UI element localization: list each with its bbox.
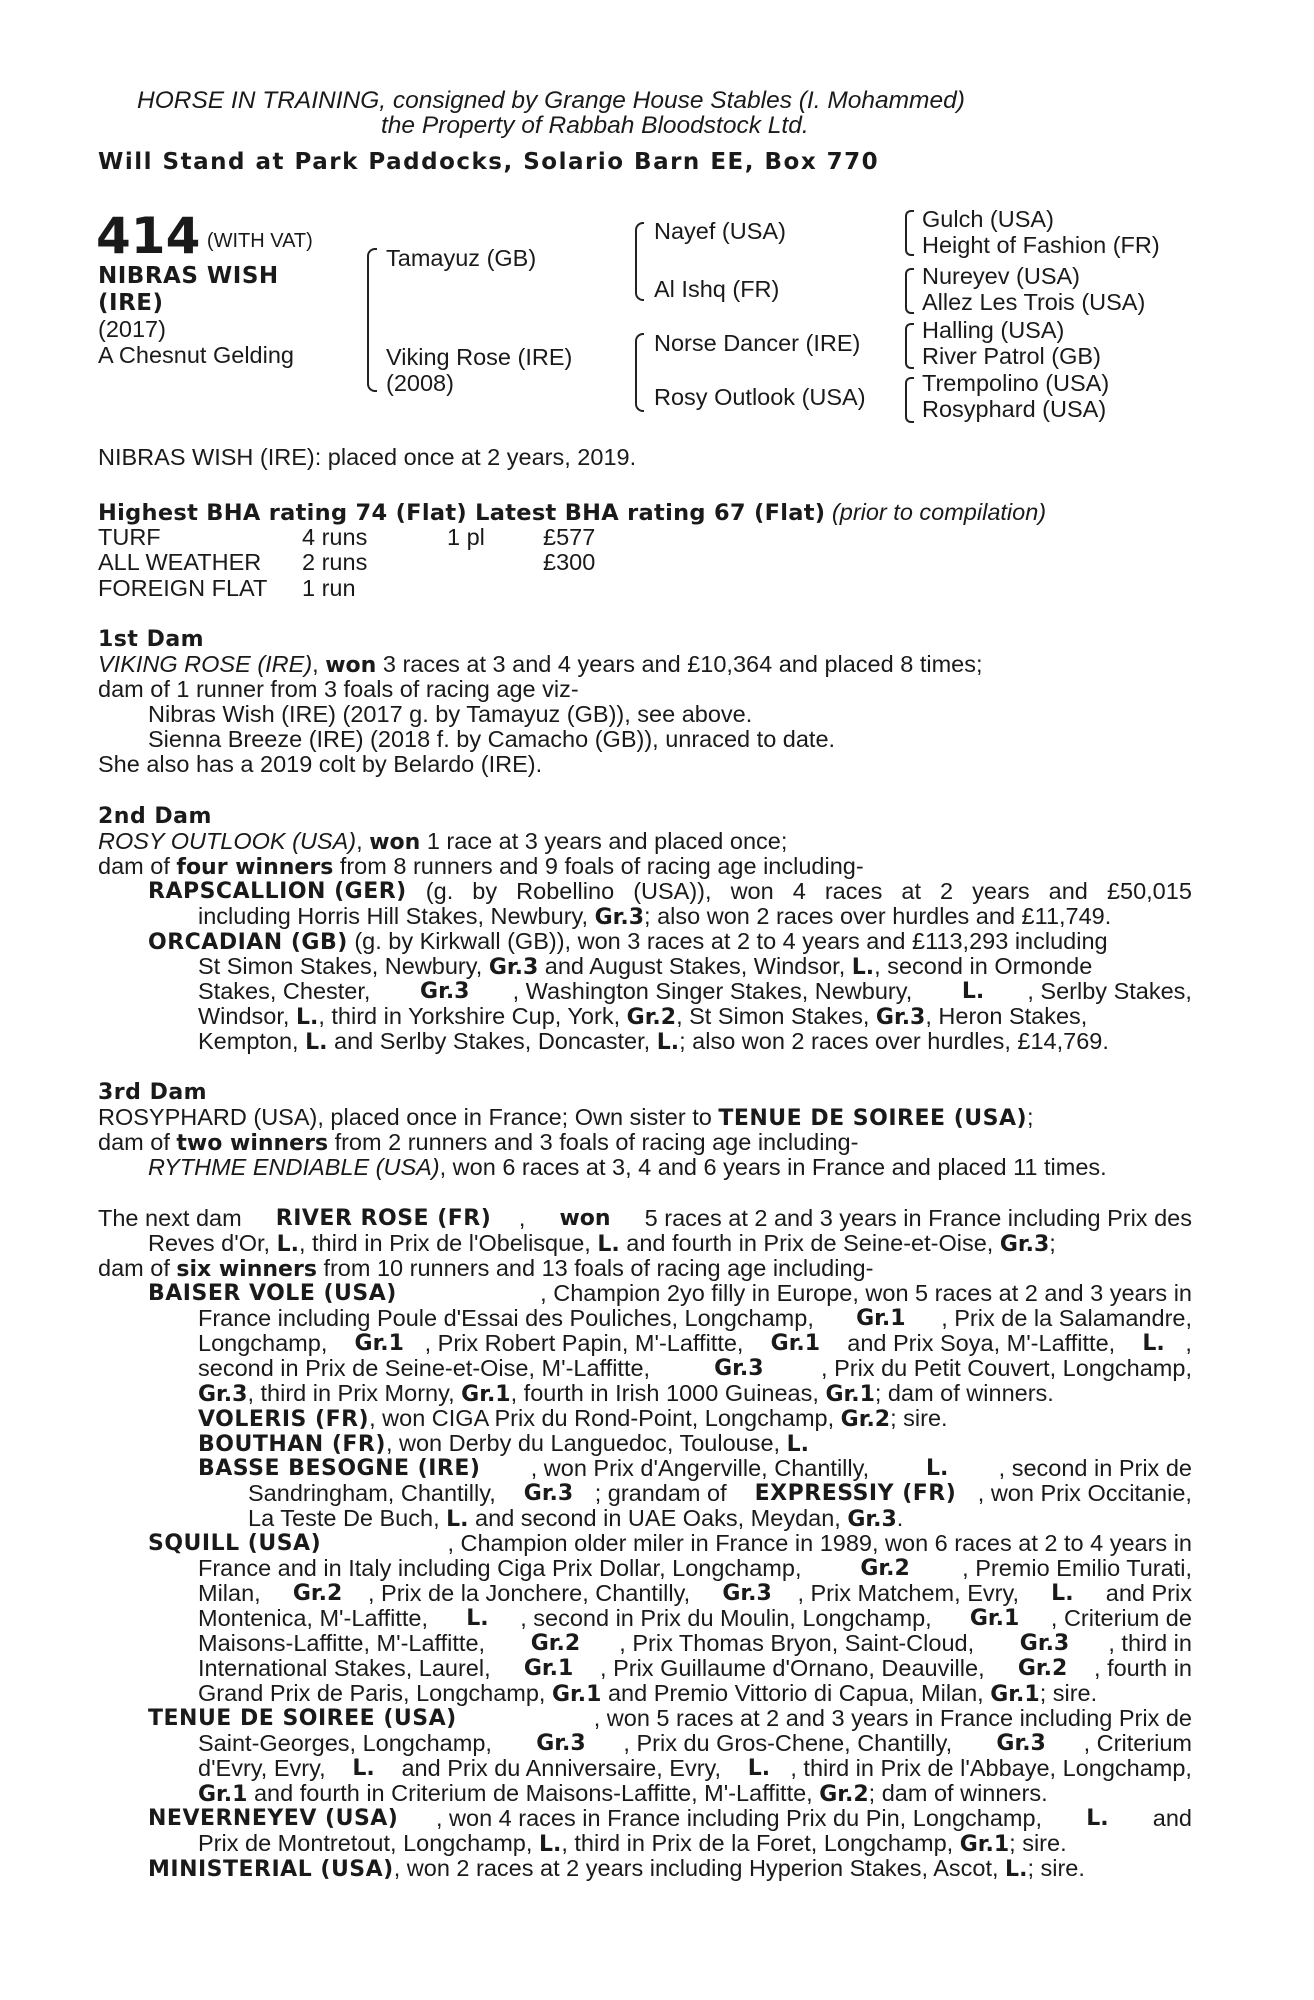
nextdam-line-2 bbox=[148, 1231, 1056, 1257]
ratings-runs: 4 runs bbox=[302, 524, 368, 550]
dam2-line-2 bbox=[98, 854, 864, 880]
text: St Simon Stakes, Newbury, bbox=[198, 953, 489, 979]
baiser-vole-line-5 bbox=[198, 1381, 1054, 1407]
bouthan-line bbox=[198, 1431, 809, 1457]
rythme-name: RYTHME ENDIABLE (USA) bbox=[148, 1154, 440, 1180]
listed: L. bbox=[1051, 1581, 1074, 1606]
neverneyev-line-1 bbox=[148, 1806, 1192, 1831]
tenue-line-1 bbox=[148, 1706, 1192, 1731]
grade: Gr.3 bbox=[198, 1382, 248, 1407]
dam1-line-3: Nibras Wish (IRE) (2017 g. by Tamayuz (GB)), see above. bbox=[148, 701, 753, 727]
text: dam of bbox=[98, 1255, 177, 1281]
text: , Champion 2yo filly in Europe, won 5 races at 2 and 3 years in bbox=[540, 1280, 1192, 1306]
dam3-heading: 3rd Dam bbox=[98, 1080, 208, 1105]
header-line-2: the Property of Rabbah Bloodstock Ltd. bbox=[381, 112, 809, 139]
tenue-name: TENUE DE SOIREE (USA) bbox=[148, 1706, 457, 1731]
orcadian-line-5 bbox=[198, 1029, 1109, 1055]
squill-line-4 bbox=[198, 1606, 1192, 1631]
grade: Gr.2 bbox=[819, 1782, 869, 1807]
pedigree-ss: Nayef (USA) bbox=[654, 218, 786, 244]
pedigree-dam-year: (2008) bbox=[386, 370, 454, 396]
neverneyev-line-2 bbox=[198, 1831, 1067, 1857]
pedigree-dam: Viking Rose (IRE) bbox=[386, 344, 573, 370]
text: from 10 runners and 13 foals of racing age including- bbox=[316, 1255, 874, 1281]
w: won bbox=[730, 878, 774, 904]
ratings-note: (prior to compilation) bbox=[831, 499, 1047, 525]
text: , won Prix Occitanie, bbox=[977, 1480, 1192, 1506]
text: dam of bbox=[98, 1129, 177, 1155]
pedigree-ds: Norse Dancer (IRE) bbox=[654, 330, 861, 356]
w: (USA)), bbox=[633, 878, 712, 904]
grade: Gr.1 bbox=[551, 1682, 602, 1707]
horse-description: A Chesnut Gelding bbox=[98, 342, 294, 368]
orcadian-line-4 bbox=[198, 1004, 1087, 1030]
ratings-placed: 1 pl bbox=[447, 524, 485, 550]
listed: L. bbox=[538, 1832, 562, 1857]
listed: L. bbox=[656, 1030, 680, 1055]
grade: Gr.3 bbox=[875, 1005, 926, 1030]
text: France including Poule d'Essai des Pouliches, Longchamp, bbox=[198, 1305, 821, 1331]
text: Kempton, bbox=[198, 1028, 306, 1054]
squill-line-6 bbox=[198, 1656, 1192, 1681]
text: ; bbox=[1027, 1104, 1034, 1130]
squill-line-3 bbox=[198, 1581, 1192, 1606]
orcadian-line-3 bbox=[198, 979, 1192, 1004]
pedigree-bracket-2 bbox=[635, 222, 644, 301]
won: won bbox=[559, 1206, 611, 1231]
text: , Prix Matchem, Evry, bbox=[797, 1580, 1026, 1606]
text: ; sire. bbox=[1039, 1680, 1098, 1706]
text: including Horris Hill Stakes, Newbury, bbox=[198, 903, 595, 929]
text: ; grandam of bbox=[594, 1480, 734, 1506]
w: Robellino bbox=[516, 878, 615, 904]
text: , Criterium de bbox=[1050, 1605, 1192, 1631]
basse-besogne-line-2 bbox=[248, 1481, 1192, 1506]
dam2-line-1: ROSY OUTLOOK (USA), won 1 race at 3 years and placed once; bbox=[98, 828, 788, 855]
dam3-winners-count: two winners bbox=[176, 1131, 329, 1156]
listed: L. bbox=[276, 1232, 299, 1257]
text: Milan, bbox=[198, 1580, 268, 1606]
vat-label: (WITH VAT) bbox=[206, 230, 313, 252]
text: and Serlby Stakes, Doncaster, bbox=[327, 1028, 657, 1054]
w: 4 bbox=[792, 878, 806, 904]
baiser-vole-name: BAISER VOLE (USA) bbox=[148, 1281, 397, 1306]
grade: Gr.2 bbox=[840, 1407, 891, 1432]
text: (g. by Kirkwall (GB)), won 3 races at 2 to 4 years and £113,293 including bbox=[347, 928, 1108, 954]
listed: L. bbox=[851, 955, 875, 980]
ratings-type: FOREIGN FLAT bbox=[98, 575, 268, 601]
squill-line-2 bbox=[198, 1556, 1192, 1581]
grade: Gr.3 bbox=[714, 1356, 764, 1381]
nextdam-line-3 bbox=[98, 1256, 873, 1282]
river-rose-name: RIVER ROSE (FR) bbox=[275, 1206, 492, 1231]
text: second in Prix de Seine-et-Oise, M'-Laffitte, bbox=[198, 1355, 657, 1381]
dam2-name: ROSY OUTLOOK (USA) bbox=[98, 828, 357, 854]
dam1-line-1: VIKING ROSE (IRE), won 3 races at 3 and 4 years and £10,364 and placed 8 times; bbox=[98, 651, 983, 678]
lot-number-line bbox=[96, 207, 313, 265]
text: , Premio Emilio Turati, bbox=[962, 1555, 1192, 1581]
ratings-runs: 1 run bbox=[302, 575, 356, 601]
pedigree-bracket-7 bbox=[905, 377, 914, 423]
pedigree-sds: Nureyev (USA) bbox=[922, 263, 1081, 289]
text: Montenica, M'-Laffitte, bbox=[198, 1605, 435, 1631]
horse-year: (2017) bbox=[98, 316, 166, 342]
ministerial-line bbox=[148, 1856, 1085, 1882]
text: The next dam bbox=[98, 1205, 249, 1231]
text: Maisons-Laffitte, M'-Laffitte, bbox=[198, 1630, 492, 1656]
orcadian-line-1 bbox=[148, 929, 1108, 955]
text: from 2 runners and 3 foals of racing age including- bbox=[328, 1129, 859, 1155]
text: , third in Prix Morny, bbox=[247, 1380, 462, 1406]
text: , Heron Stakes, bbox=[925, 1003, 1088, 1029]
listed: L. bbox=[961, 979, 985, 1004]
basse-besogne-line-1 bbox=[198, 1456, 1192, 1481]
nextdam-line-1 bbox=[98, 1206, 1192, 1231]
text: and Prix du Anniversaire, Evry, bbox=[394, 1755, 728, 1781]
text: , second in Ormonde bbox=[874, 953, 1093, 979]
grade: Gr.1 bbox=[856, 1306, 906, 1331]
listed: L. bbox=[747, 1756, 771, 1781]
rapscallion-line-1 bbox=[148, 879, 1192, 904]
grade: Gr.3 bbox=[488, 955, 539, 980]
text: Longchamp, bbox=[198, 1330, 334, 1356]
baiser-vole-line-2 bbox=[198, 1306, 1192, 1331]
text: and fourth in Criterium de Maisons-Laffitte, M'-Laffitte, bbox=[247, 1780, 820, 1806]
listed: L. bbox=[1086, 1806, 1109, 1831]
ratings-money: £300 bbox=[543, 549, 596, 575]
listed: L. bbox=[466, 1606, 489, 1631]
w: by bbox=[472, 878, 498, 904]
w: (g. bbox=[425, 878, 454, 904]
squill-name: SQUILL (USA) bbox=[148, 1531, 322, 1556]
text: ; dam of winners. bbox=[868, 1780, 1048, 1806]
grade: Gr.2 bbox=[292, 1581, 343, 1606]
dam1-line-1-text: 3 races at 3 and 4 years and £10,364 and placed 8 times; bbox=[376, 651, 983, 677]
text: , third in Prix de la Foret, Longchamp, bbox=[561, 1830, 960, 1856]
listed: L. bbox=[446, 1507, 469, 1532]
text: Grand Prix de Paris, Longchamp, bbox=[198, 1680, 552, 1706]
text: , Prix du Petit Couvert, Longchamp, bbox=[821, 1355, 1192, 1381]
text: , Prix Thomas Bryon, Saint-Cloud, bbox=[619, 1630, 981, 1656]
voleris-name: VOLERIS (FR) bbox=[198, 1407, 370, 1432]
text: , fourth in Irish 1000 Guineas, bbox=[510, 1380, 826, 1406]
pedigree-sss: Gulch (USA) bbox=[922, 206, 1054, 232]
rapscallion-name: RAPSCALLION (GER) bbox=[148, 879, 407, 904]
text: , won Derby du Languedoc, Toulouse, bbox=[385, 1430, 787, 1456]
text: from 8 runners and 9 foals of racing age including- bbox=[333, 853, 864, 879]
dam2-winners-count: four winners bbox=[176, 855, 334, 880]
w: £50,015 bbox=[1106, 878, 1192, 904]
dam3-line-3 bbox=[148, 1155, 1107, 1180]
text: , Serlby Stakes, bbox=[1027, 978, 1192, 1004]
text: , Champion older miler in France in 1989, won 6 races at 2 to 4 years in bbox=[447, 1530, 1192, 1556]
text: and Prix Soya, M'-Laffitte, bbox=[840, 1330, 1122, 1356]
text: Stakes, Chester, bbox=[198, 978, 377, 1004]
text: France and in Italy including Ciga Prix Dollar, Longchamp, bbox=[198, 1555, 809, 1581]
race-summary: NIBRAS WISH (IRE): placed once at 2 years, 2019. bbox=[98, 444, 637, 470]
horse-suffix: (IRE) bbox=[98, 290, 164, 316]
voleris-line bbox=[198, 1406, 948, 1432]
dam1-heading: 1st Dam bbox=[98, 627, 205, 652]
text: , Prix du Gros-Chene, Chantilly, bbox=[623, 1730, 959, 1756]
pedigree-ddd: Rosyphard (USA) bbox=[922, 396, 1107, 422]
text: , third in Prix de l'Obelisque, bbox=[298, 1230, 598, 1256]
grade: Gr.1 bbox=[990, 1682, 1040, 1707]
grade: Gr.3 bbox=[420, 979, 470, 1004]
text: ; bbox=[1049, 1230, 1056, 1256]
ratings-bold: Highest BHA rating 74 (Flat) Latest BHA rating 67 (Flat) bbox=[98, 500, 826, 526]
grade: Gr.1 bbox=[523, 1656, 574, 1681]
ratings-type: TURF bbox=[98, 524, 161, 550]
pedigree-dss: Halling (USA) bbox=[922, 317, 1065, 343]
pedigree-ssd: Height of Fashion (FR) bbox=[922, 232, 1160, 258]
listed: L. bbox=[1005, 1857, 1028, 1882]
grade: Gr.2 bbox=[530, 1631, 581, 1656]
text: ; also won 2 races over hurdles, £14,769. bbox=[679, 1028, 1109, 1054]
text: , won CIGA Prix du Rond-Point, Longchamp, bbox=[369, 1405, 841, 1431]
text: , won 5 races at 2 and 3 years in France including Prix de bbox=[593, 1705, 1192, 1731]
pedigree-bracket-5 bbox=[905, 268, 914, 314]
pedigree-sire: Tamayuz (GB) bbox=[386, 245, 537, 271]
text: ; dam of winners. bbox=[874, 1380, 1054, 1406]
orcadian-line-2 bbox=[198, 954, 1092, 980]
listed: L. bbox=[1142, 1331, 1165, 1356]
dam1-won: won bbox=[325, 653, 377, 678]
text: Windsor, bbox=[198, 1003, 296, 1029]
text: , won 2 races at 2 years including Hyperion Stakes, Ascot, bbox=[393, 1855, 1006, 1881]
w: races bbox=[824, 878, 883, 904]
header-line-1: HORSE IN TRAINING, consigned by Grange House Stables (I. Mohammed) bbox=[137, 87, 965, 114]
baiser-vole-line-1 bbox=[148, 1281, 1192, 1306]
text: ; sire. bbox=[1009, 1830, 1067, 1856]
text: ; sire. bbox=[1027, 1855, 1085, 1881]
baiser-vole-line-3 bbox=[198, 1331, 1192, 1356]
grade: Gr.3 bbox=[996, 1731, 1046, 1756]
grade: Gr.1 bbox=[969, 1606, 1020, 1631]
w: 2 bbox=[940, 878, 954, 904]
w: at bbox=[901, 878, 921, 904]
text: , third in Prix de l'Abbaye, Longchamp, bbox=[790, 1755, 1192, 1781]
ratings-line bbox=[98, 500, 1046, 526]
listed: L. bbox=[295, 1005, 319, 1030]
pedigree-bracket-6 bbox=[905, 323, 914, 369]
text: and Prix bbox=[1099, 1580, 1192, 1606]
text: and bbox=[1146, 1805, 1192, 1831]
text: , Washington Singer Stakes, Newbury, bbox=[512, 978, 919, 1004]
grade: Gr.1 bbox=[959, 1832, 1010, 1857]
listed: L. bbox=[352, 1756, 375, 1781]
tenue-line-3 bbox=[198, 1756, 1192, 1781]
text: International Stakes, Laurel, bbox=[198, 1655, 498, 1681]
baiser-vole-line-4 bbox=[198, 1356, 1192, 1381]
pedigree-bracket-1 bbox=[367, 248, 377, 392]
pedigree-sdd: Allez Les Trois (USA) bbox=[922, 289, 1146, 315]
grade: Gr.1 bbox=[825, 1382, 875, 1407]
text: and Premio Vittorio di Capua, Milan, bbox=[601, 1680, 991, 1706]
grade: Gr.3 bbox=[722, 1581, 772, 1606]
text: , Prix Robert Papin, M'-Laffitte, bbox=[424, 1330, 750, 1356]
text: dam of bbox=[98, 853, 177, 879]
grade: Gr.3 bbox=[999, 1232, 1050, 1257]
text: and August Stakes, Windsor, bbox=[538, 953, 852, 979]
text: , bbox=[1185, 1330, 1192, 1356]
basse-besogne-name: BASSE BESOGNE (IRE) bbox=[198, 1456, 481, 1481]
text: ; also won 2 races over hurdles and £11,749. bbox=[644, 903, 1112, 929]
text: , Prix de la Jonchere, Chantilly, bbox=[367, 1580, 697, 1606]
expressiy-name: EXPRESSIY (FR) bbox=[754, 1481, 957, 1506]
grade: Gr.2 bbox=[1017, 1656, 1068, 1681]
dam3-sister: TENUE DE SOIREE (USA) bbox=[718, 1106, 1028, 1131]
listed: L. bbox=[305, 1030, 328, 1055]
text: and second in UAE Oaks, Meydan, bbox=[468, 1505, 848, 1531]
text: , won 6 races at 3, 4 and 6 years in France and placed 11 times. bbox=[439, 1154, 1107, 1180]
text: , won Prix d'Angerville, Chantilly, bbox=[530, 1455, 876, 1481]
dam1-line-4: Sienna Breeze (IRE) (2018 f. by Camacho (GB)), unraced to date. bbox=[148, 726, 836, 752]
horse-name: NIBRAS WISH bbox=[98, 263, 279, 289]
dam3-line-1 bbox=[98, 1105, 1034, 1131]
text: , won 4 races in France including Prix du Pin, Longchamp, bbox=[435, 1805, 1049, 1831]
listed: L. bbox=[597, 1232, 620, 1257]
text: Sandringham, Chantilly, bbox=[248, 1480, 503, 1506]
pedigree-bracket-3 bbox=[635, 333, 644, 412]
grade: Gr.2 bbox=[626, 1005, 677, 1030]
dam2-heading: 2nd Dam bbox=[98, 804, 212, 829]
rapscallion-line-2 bbox=[198, 904, 1111, 930]
nextdam-winners-count: six winners bbox=[176, 1257, 317, 1282]
listed: L. bbox=[786, 1432, 809, 1457]
dam3-line-2 bbox=[98, 1130, 858, 1156]
grade: Gr.3 bbox=[1019, 1631, 1070, 1656]
text: d'Evry, Evry, bbox=[198, 1755, 333, 1781]
text: La Teste De Buch, bbox=[248, 1505, 447, 1531]
grade: Gr.1 bbox=[461, 1382, 511, 1407]
squill-line-5 bbox=[198, 1631, 1192, 1656]
text: ; sire. bbox=[890, 1405, 948, 1431]
pedigree-dsd: River Patrol (GB) bbox=[922, 343, 1101, 369]
pedigree-sd: Al Ishq (FR) bbox=[654, 276, 780, 302]
tenue-line-4 bbox=[198, 1781, 1048, 1807]
text: Reves d'Or, bbox=[148, 1230, 277, 1256]
grade: Gr.1 bbox=[770, 1331, 821, 1356]
w: years bbox=[972, 878, 1030, 904]
dam1-name: VIKING ROSE (IRE) bbox=[98, 651, 313, 677]
text: , Prix Guillaume d'Ornano, Deauville, bbox=[600, 1655, 992, 1681]
ratings-type: ALL WEATHER bbox=[98, 549, 262, 575]
text: 5 races at 2 and 3 years in France including Prix des bbox=[638, 1205, 1192, 1231]
w: and bbox=[1048, 878, 1088, 904]
bouthan-name: BOUTHAN (FR) bbox=[198, 1432, 386, 1457]
dam2-line-1-text: 1 race at 3 years and placed once; bbox=[420, 828, 788, 854]
text: . bbox=[896, 1505, 904, 1531]
pedigree-dd: Rosy Outlook (USA) bbox=[654, 384, 866, 410]
grade: Gr.3 bbox=[536, 1731, 586, 1756]
text: Saint-Georges, Longchamp, bbox=[198, 1730, 499, 1756]
lot-number: 414 bbox=[96, 207, 201, 265]
neverneyev-name: NEVERNEYEV (USA) bbox=[148, 1806, 399, 1831]
pedigree-bracket-4 bbox=[905, 210, 914, 256]
ratings-row-turf bbox=[98, 525, 161, 550]
grade: Gr.1 bbox=[198, 1782, 248, 1807]
text: Prix de Montretout, Longchamp, bbox=[198, 1830, 539, 1856]
dam2-won: won bbox=[369, 830, 421, 855]
grade: Gr.3 bbox=[594, 905, 645, 930]
grade: Gr.3 bbox=[847, 1507, 897, 1532]
tenue-line-2 bbox=[198, 1731, 1192, 1756]
text: , St Simon Stakes, bbox=[676, 1003, 876, 1029]
dam1-line-2: dam of 1 runner from 3 foals of racing age viz- bbox=[98, 676, 579, 702]
text: , third in Yorkshire Cup, York, bbox=[318, 1003, 627, 1029]
text: , third in bbox=[1108, 1630, 1192, 1656]
text: , Prix de la Salamandre, bbox=[941, 1305, 1192, 1331]
ratings-money: £577 bbox=[543, 524, 596, 550]
squill-line-1 bbox=[148, 1531, 1192, 1556]
dam1-line-5: She also has a 2019 colt by Belardo (IRE). bbox=[98, 751, 543, 777]
grade: Gr.2 bbox=[860, 1556, 910, 1581]
text: , fourth in bbox=[1094, 1655, 1192, 1681]
text: , Criterium bbox=[1083, 1730, 1192, 1756]
grade: Gr.3 bbox=[523, 1481, 574, 1506]
basse-besogne-line-3 bbox=[248, 1506, 903, 1532]
text: , bbox=[518, 1205, 532, 1231]
text: and fourth in Prix de Seine-et-Oise, bbox=[619, 1230, 1000, 1256]
header-line-3: Will Stand at Park Paddocks, Solario Barn EE, Box 770 bbox=[98, 149, 880, 175]
squill-line-7 bbox=[198, 1681, 1097, 1707]
listed: L. bbox=[925, 1456, 949, 1481]
orcadian-name: ORCADIAN (GB) bbox=[148, 930, 348, 955]
text: , second in Prix du Moulin, Longchamp, bbox=[520, 1605, 939, 1631]
text: ROSYPHARD (USA), placed once in France; Own sister to bbox=[98, 1104, 719, 1130]
text: , second in Prix de bbox=[998, 1455, 1192, 1481]
ministerial-name: MINISTERIAL (USA) bbox=[148, 1857, 394, 1882]
pedigree-dds: Trempolino (USA) bbox=[922, 370, 1110, 396]
ratings-runs: 2 runs bbox=[302, 549, 368, 575]
grade: Gr.1 bbox=[354, 1331, 404, 1356]
